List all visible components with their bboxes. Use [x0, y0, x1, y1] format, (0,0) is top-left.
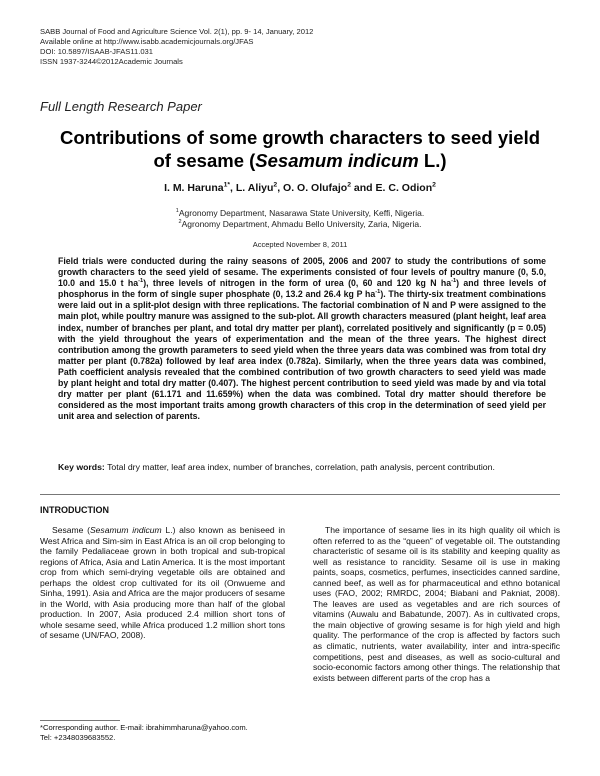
abstract-part: ). The thirty-six treatment combinations were laid out in a split-plot design with three replications. The factorial combination of N and P were assigned to the main plot, while poultry manure was assigned to the sub-plot. All growth characters measured (plant height, leaf area index, number of branches per plant, and total dry matter per plant), correlated positively and significantly (p = 0.05) with the yield throughout the years of experimentation and the mean of the three years. The highest direct contribution among the growth parameters to seed yield when the three years data was combined was from total dry matter per plant (0.782a) followed by leaf area index (0.782a). Similarly, when the three years data was combined, Path coefficient analysis revealed that the combined contribution of two growth characters to seed yield was made by plant height and total dry matter (0.407). The highest percent contribution to seed yield was made by and via total dry matter per plant (61.171 and 11.659%) when the data was combined. Total dry matter should therefore be considered as the most important traits among growth characters of this crop in the determination of seed yield per unit area and selection of parents. — [58, 289, 547, 422]
author-sep: , — [230, 182, 236, 194]
abstract — [58, 256, 546, 422]
doi: DOI: 10.5897/ISAAB-JFAS11.031 — [40, 47, 153, 56]
author-name: L. Aliyu — [235, 182, 274, 194]
footnote-divider — [40, 720, 120, 721]
keywords-label: Key words: — [58, 462, 105, 472]
introduction-heading: INTRODUCTION — [40, 505, 109, 515]
intro-paragraph-2: The importance of sesame lies in its high quality oil which is often referred to as the “queen” of vegetable oil. The outstanding characteristic of sesame oil is its stability and keeping quality as well as resistance to rancidity. Sesame oil is use in making paints, soaps, cosmetics, perfumes, insecticides canned sardine, canned beef, as well as for pharmaceutical and ethno botanical uses (FAO, 2002; RMRDC, 2004; Biabani and Pakniat, 2008). The leaves are used as vegetables and are rich sources of vitamins (Auwalu and Babatunde, 2007). As in cultivated crops, the main objective of growing sesame is for high yield and high quality. The performance of the crop is affected by factors such as climatic, nutrients, water availability, inter and intra-specific competitions, pest and diseases, as well as socio-cultural and socio-economic factors among other things. The relationship that exists between different parts of the crop has a — [313, 525, 560, 683]
author-name: I. M. Haruna — [164, 182, 224, 194]
abstract-part: ), three levels of nitrogen in the form of urea (0, 60 and 120 kg N ha — [143, 278, 452, 289]
affiliation-text: Agronomy Department, Ahmadu Bello University, Zaria, Nigeria. — [181, 219, 422, 229]
author-list — [40, 182, 560, 194]
author-sup: 2 — [432, 181, 436, 189]
abstract-sup: -1 — [451, 278, 457, 285]
issn: ISSN 1937-3244©2012Academic Journals — [40, 57, 183, 66]
footnote — [40, 723, 290, 743]
affiliation-1 — [40, 208, 560, 218]
author-sep: , — [277, 182, 284, 194]
title-line2-post: L.) — [418, 150, 447, 171]
paper-type: Full Length Research Paper — [40, 99, 202, 114]
keywords — [58, 462, 546, 473]
journal-citation: SABB Journal of Food and Agriculture Science Vol. 2(1), pp. 9- 14, January, 2012 — [40, 27, 314, 36]
author-name: O. O. Olufajo — [283, 182, 348, 194]
intro-paragraph-1 — [40, 525, 285, 641]
abstract-sup: -1 — [375, 289, 381, 296]
journal-url: Available online at http://www.isabb.academicjournals.org/JFAS — [40, 37, 254, 46]
title-line2-pre: of sesame ( — [153, 150, 256, 171]
journal-header — [40, 27, 313, 67]
author-sup: 2 — [273, 181, 278, 189]
affiliation-text: Agronomy Department, Nasarawa State University, Keffi, Nigeria. — [178, 208, 425, 218]
author-name: E. C. Odion — [375, 182, 433, 194]
affiliation-2 — [40, 219, 560, 229]
corresponding-author: *Corresponding author. E-mail: ibrahimmharuna@yahoo.com. — [40, 723, 248, 732]
affiliation-sup: 2 — [178, 219, 182, 226]
author-sup: 1* — [223, 181, 231, 189]
accepted-date: Accepted November 8, 2011 — [252, 240, 348, 249]
intro-left-pre: Sesame ( — [52, 525, 90, 535]
author-sep: and — [351, 182, 376, 194]
author-phone: Tel: +2348039683552. — [40, 733, 116, 742]
affiliation-sup: 1 — [175, 208, 179, 215]
introduction-left-column — [40, 525, 285, 641]
abstract-part: Field trials were conducted during the rainy seasons of 2005, 2006 and 2007 to study the contributions of some growth characters to the seed yield of sesame. The experiments consisted of four levels of poultry manure (0, 5.0, 10.0 and 15.0 t ha — [58, 256, 546, 289]
abstract-part: ) and three levels of phosphorus in the form of single super phosphate (0, 13.2 and 26.4 kg P ha — [58, 278, 546, 300]
section-divider — [40, 494, 560, 495]
paper-title-line1: Contributions of some growth characters to seed yield — [59, 127, 541, 148]
introduction-right-column — [313, 525, 560, 683]
author-sup: 2 — [347, 181, 352, 189]
intro-species: Sesamum indicum — [89, 525, 162, 535]
intro-left-post: L.) also known as beniseed in West Africa and Sim-sim in East Africa is an oil crop belonging to the family Pedaliaceae grown in both tropical and sub-tropical regions of Africa, Asia and Latin America. It is the most important crop from which semi-drying vegetable oils are obtained and perhaps the oldest crop cultivated for its oil (Onwueme and Sinha, 1991). Asia and Africa are the major producers of sesame in the World, with Asia producing more than half of the global production. In 2007, Asia produced 2.4 million short tons of whole sesame seed, while Africa produced 1.2 million short tons of sesame (UN/FAO, 2008). — [40, 525, 285, 641]
paper-title-line2 — [40, 150, 560, 172]
keywords-text: Total dry matter, leaf area index, number of branches, correlation, path analysis, percent contribution. — [104, 462, 495, 472]
abstract-sup: -1 — [138, 278, 144, 285]
title-species: Sesamum indicum — [255, 150, 419, 171]
